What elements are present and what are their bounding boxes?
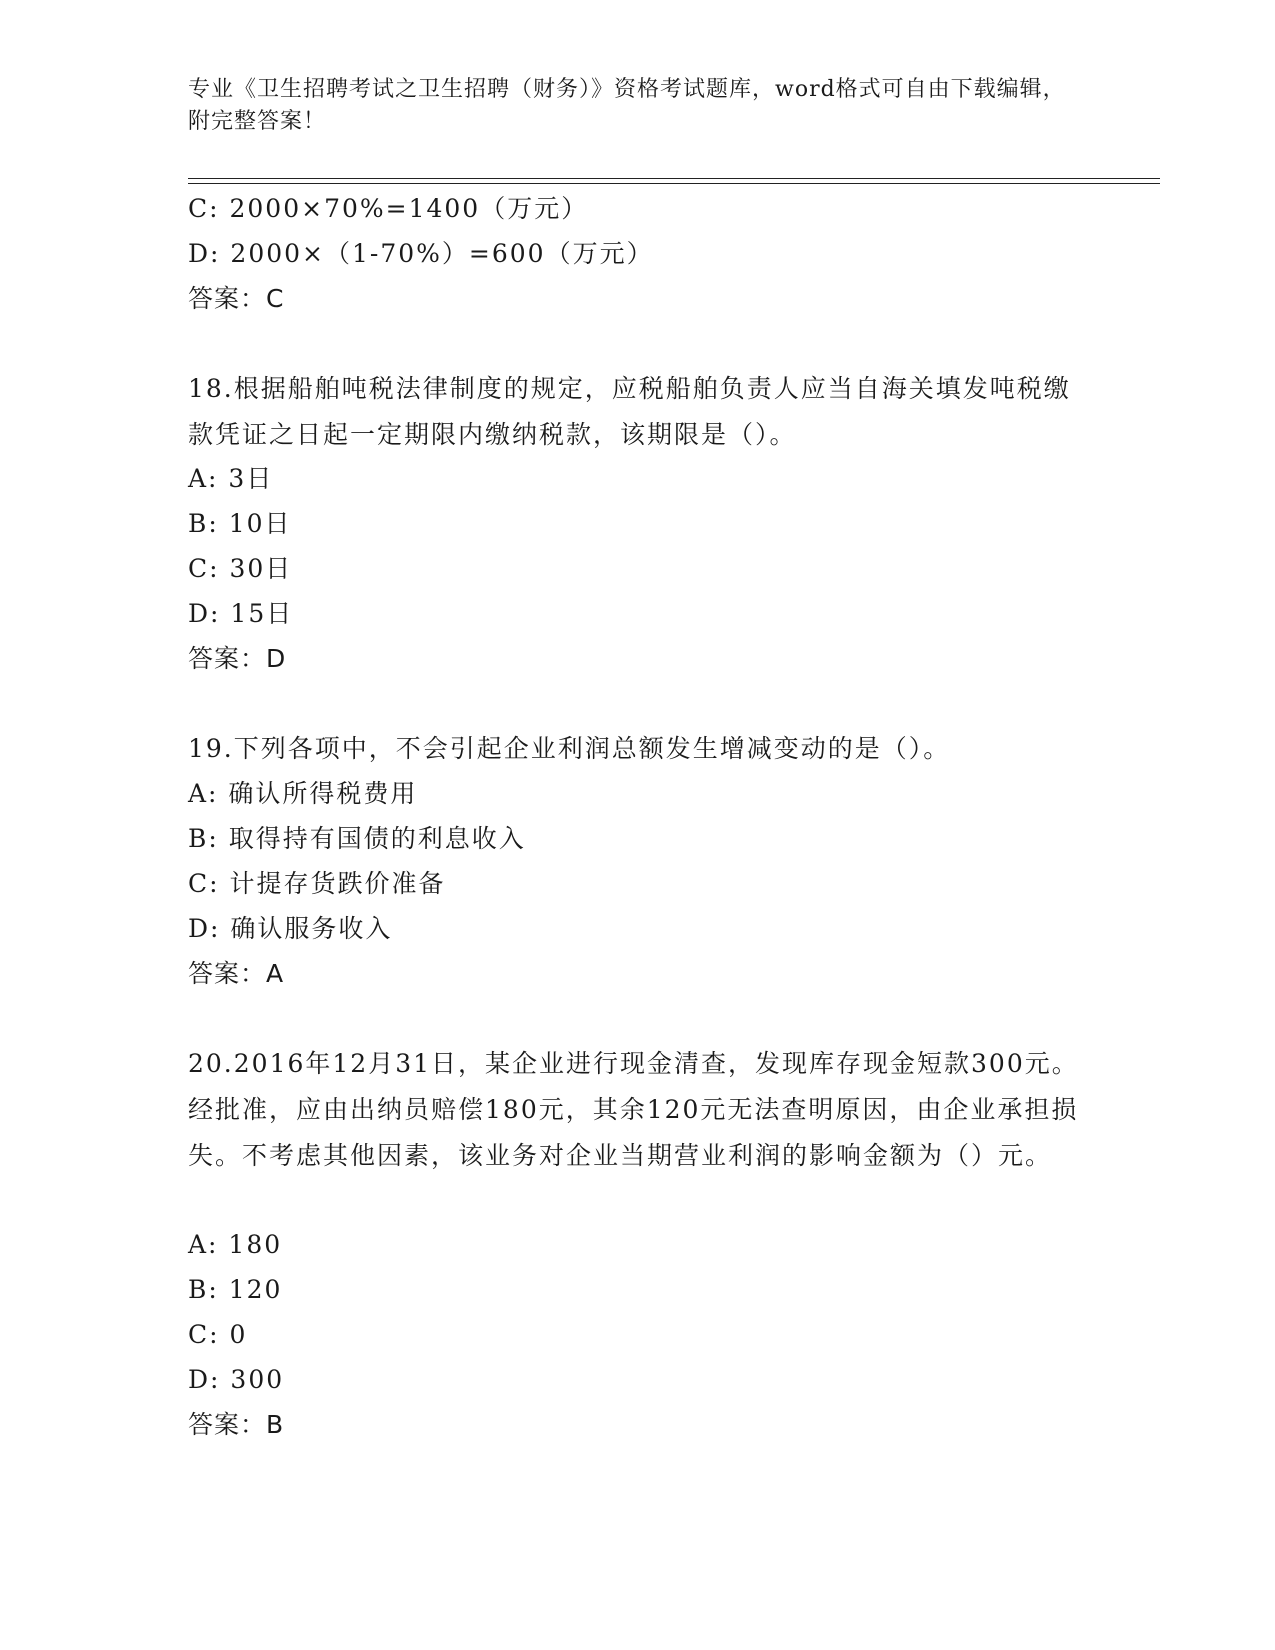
q19-stem: 19.下列各项中，不会引起企业利润总额发生增减变动的是（）。 xyxy=(188,734,951,763)
q19-option-a: A: 确认所得税费用 xyxy=(188,779,418,808)
q19-answer: 答案：A xyxy=(188,959,285,988)
q20-option-a: A: 180 xyxy=(188,1230,283,1259)
q19-option-d: D: 确认服务收入 xyxy=(188,914,393,943)
q20-option-b: B: 120 xyxy=(188,1275,283,1304)
q18-option-d: D: 15日 xyxy=(188,599,294,628)
q20-option-c: C: 0 xyxy=(188,1320,248,1349)
q20-stem: 20.2016年12月31日，某企业进行现金清查，发现库存现金短款300元。经批准，应由出纳员赔偿180元，其余120元无法查明原因，由企业承担损失。不考虑其他因素，该业务对企业当期营业利润的影响金额为（）元。 xyxy=(188,1049,1079,1170)
q17-option-c: C: 2000×70%=1400（万元） xyxy=(188,194,589,223)
document-header: 专业《卫生招聘考试之卫生招聘（财务）》资格考试题库，word格式可自由下载编辑，附完整答案！ xyxy=(188,77,1066,134)
q18-stem: 18.根据船舶吨税法律制度的规定，应税船舶负责人应当自海关填发吨税缴款凭证之日起一定期限内缴纳税款，该期限是（）。 xyxy=(188,374,1071,449)
q18-answer: 答案：D xyxy=(188,644,287,673)
q17-answer: 答案：C xyxy=(188,284,285,313)
q18-option-a: A: 3日 xyxy=(188,464,274,493)
q20-answer: 答案：B xyxy=(188,1410,285,1439)
header-rule-bottom xyxy=(188,183,1160,184)
q19-option-c: C: 计提存货跌价准备 xyxy=(188,869,446,898)
q17-option-d: D: 2000×（1-70%）=600（万元） xyxy=(188,239,654,268)
q20-option-d: D: 300 xyxy=(188,1365,285,1394)
q18-option-c: C: 30日 xyxy=(188,554,293,583)
q18-option-b: B: 10日 xyxy=(188,509,292,538)
header-rule-top xyxy=(188,178,1160,179)
q19-option-b: B: 取得持有国债的利息收入 xyxy=(188,824,526,853)
